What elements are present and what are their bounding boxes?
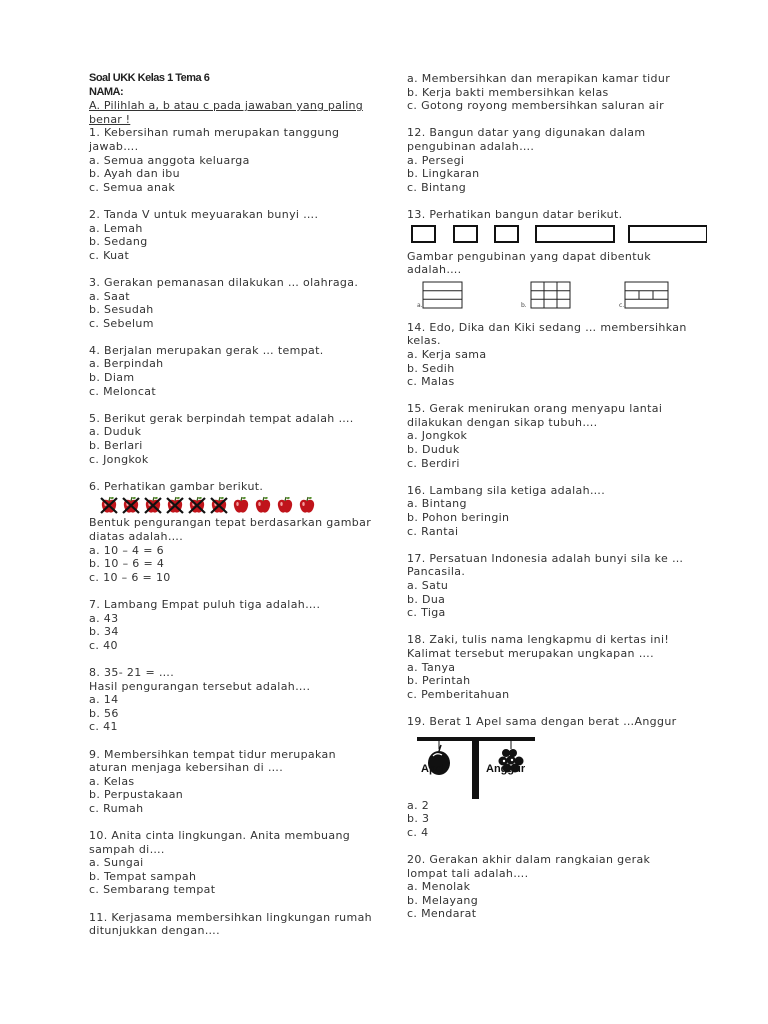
option-c: c. Jongkok [89,452,149,466]
question-text: kelas. [407,334,441,348]
option-b: b. 56 [89,706,119,720]
option-c: c. Bintang [407,180,467,194]
apple-icon [253,495,273,515]
option-c: c. Sembarang tempat [89,883,216,897]
question-text: sampah di…. [89,842,165,856]
question-text: 9. Membersihkan tempat tidur merupakan [89,747,336,761]
question-3 [89,276,371,330]
option-a: a. Membersihkan dan merapikan kamar tidur [407,72,671,85]
question-16 [407,484,707,538]
question-20 [407,853,707,921]
question-10 [89,829,371,897]
option-a: a. 43 [89,611,119,625]
question-text: Bentuk pengurangan tepat berdasarkan gambar [89,516,372,530]
tiling-label-c: c. [619,301,625,309]
tiling-b [531,282,570,308]
question-text: adalah…. [407,263,462,277]
option-c: c. Rumah [89,801,144,815]
option-a: a. Jongkok [407,429,468,443]
question-text: dilakukan dengan sikap tubuh…. [407,415,598,429]
option-c: c. Pemberitahuan [407,687,510,701]
option-b: b. Dua [407,592,446,606]
question-text: Kalimat tersebut merupakan ungkapan …. [407,646,654,660]
crossed-apple-icon [209,495,229,515]
question-text: 7. Lambang Empat puluh tiga adalah…. [89,597,321,611]
question-18 [407,633,707,701]
option-b: b. Sesudah [89,303,154,317]
flat-shapes-svg [407,222,707,250]
name-label: NAMA: [89,85,124,98]
crossed-apple-icon [187,495,207,515]
option-c: c. 4 [407,825,429,839]
option-a: a. Kelas [89,774,135,788]
crossed-apple-icon [99,495,119,515]
question-text: 11. Kerjasama membersihkan lingkungan rumah [89,910,372,924]
question-9 [89,748,371,816]
crossed-apple-icon [165,495,185,515]
tiling-svg [407,277,707,321]
tiling-label-a: a. [417,301,423,309]
question-8 [89,666,371,734]
square-shape [495,226,518,242]
option-a: a. Saat [89,289,130,303]
flat-shapes-figure [407,222,707,250]
option-a: a. Persegi [407,153,465,167]
option-c: c. 40 [89,638,118,652]
question-15 [407,402,707,470]
apple-icon [297,495,317,515]
question-text: pengubinan adalah…. [407,139,535,153]
option-c: c. Malas [407,375,455,389]
right-column [407,72,707,921]
option-c: c. Meloncat [89,384,157,398]
scale-pillar [472,737,479,799]
question-11-options [407,72,707,113]
option-a: a. 14 [89,693,119,707]
option-b: b. Duduk [407,443,460,457]
option-a: a. Sungai [89,856,144,870]
option-b: b. Sedih [407,361,455,375]
question-text: 19. Berat 1 Apel sama dengan berat …Anggur [407,714,677,728]
question-text: 6. Perhatikan gambar berikut. [89,479,264,493]
option-b: b. Lingkaran [407,167,480,181]
grape-label: Anggur [486,762,526,775]
question-text: 14. Edo, Dika dan Kiki sedang … membersihkan [407,320,687,334]
option-a: a. 10 – 4 = 6 [89,543,164,557]
question-text: 18. Zaki, tulis nama lengkapmu di kertas ini! [407,633,670,647]
question-text: ditunjukkan dengan…. [89,924,220,938]
rectangle-shape [536,226,614,242]
question-12 [407,126,707,194]
option-a: a. Duduk [89,425,142,439]
question-13 [407,208,707,321]
question-text: 13. Perhatikan bangun datar berikut. [407,207,623,221]
option-b: b. Sedang [89,235,148,249]
question-text: 4. Berjalan merupakan gerak … tempat. [89,343,324,357]
crossed-apple-icon [143,495,163,515]
question-text: aturan menjaga kebersihan di …. [89,761,284,775]
option-c: c. Kuat [89,248,130,262]
question-text: Gambar pengubinan yang dapat dibentuk [407,249,651,263]
option-c: c. Gotong royong membersihkan saluran air [407,99,665,113]
apples-figure [99,495,371,515]
option-b: b. 3 [407,812,430,826]
question-1 [89,126,371,194]
question-text: Hasil pengurangan tersebut adalah…. [89,679,311,693]
balance-scale-figure [407,729,707,799]
tiling-options-figure [407,277,707,321]
option-c: c. 10 – 6 = 10 [89,570,171,584]
option-c: c. Mendarat [407,907,477,921]
square-shape [454,226,477,242]
option-b: b. Tempat sampah [89,869,197,883]
question-6 [89,480,371,585]
option-a: a. Satu [407,579,449,592]
question-11 [89,911,371,938]
option-a: a. Lemah [89,221,143,235]
question-text: 8. 35- 21 = …. [89,665,175,679]
apple-label: Apel [421,762,445,775]
option-a: a. Menolak [407,880,471,894]
option-c: c. Tiga [407,606,446,620]
option-c: c. Berdiri [407,456,460,470]
option-c: c. Sebelum [89,316,154,330]
option-c: c. Semua anak [89,180,176,194]
option-b: b. Berlari [89,439,143,453]
option-a: a. Tanya [407,660,456,674]
instruction-line: A. Pilihlah a, b atau c pada jawaban yang paling [89,99,363,113]
option-a: a. Bintang [407,497,467,511]
question-text: 15. Gerak menirukan orang menyapu lantai [407,402,663,416]
question-19 [407,715,707,839]
question-7 [89,598,371,652]
question-2 [89,208,371,262]
option-a: a. Kerja sama [407,347,487,361]
tiling-a [423,282,462,308]
option-b: b. Diam [89,371,135,385]
option-b: b. 10 – 6 = 4 [89,557,165,571]
option-a: a. Semua anggota keluarga [89,153,250,167]
option-b: b. Melayang [407,893,479,907]
option-a: a. Berpindah [89,357,164,371]
option-b: b. Pohon beringin [407,511,510,525]
question-text: 3. Gerakan pemanasan dilakukan … olahraga. [89,275,359,289]
option-c: c. 41 [89,720,118,734]
question-text: 12. Bangun datar yang digunakan dalam [407,126,646,140]
left-column [89,72,371,938]
question-14 [407,321,707,389]
question-17 [407,552,707,620]
question-text: 10. Anita cinta lingkungan. Anita membuang [89,829,351,843]
apple-icon [275,495,295,515]
option-b: b. 34 [89,625,119,639]
apple-icon [231,495,251,515]
tiling-c [625,282,668,308]
question-5 [89,412,371,466]
question-text: 20. Gerakan akhir dalam rangkaian gerak [407,852,651,866]
instruction-line: benar ! [89,112,131,126]
question-text: 2. Tanda V untuk meyuarakan bunyi …. [89,207,319,221]
question-text: 5. Berikut gerak berpindah tempat adalah …. [89,411,354,425]
option-b: b. Perintah [407,674,471,688]
question-text: diatas adalah…. [89,530,184,543]
question-text: 16. Lambang sila ketiga adalah…. [407,483,606,497]
rectangle-shape [629,226,707,242]
option-b: b. Ayah dan ibu [89,167,180,181]
tiling-label-b: b. [521,301,527,309]
question-4 [89,344,371,398]
option-a: a. 2 [407,798,430,812]
question-text: lompat tali adalah…. [407,866,529,880]
square-shape [412,226,435,242]
option-c: c. Rantai [407,524,459,538]
worksheet-title: Soal UKK Kelas 1 Tema 6 [89,72,210,84]
crossed-apple-icon [121,495,141,515]
option-b: b. Perpustakaan [89,788,184,802]
option-b: b. Kerja bakti membersihkan kelas [407,85,609,99]
question-text: Pancasila. [407,565,466,579]
question-text: 17. Persatuan Indonesia adalah bunyi sila ke … [407,551,684,565]
question-text: 1. Kebersihan rumah merupakan tanggung [89,126,340,140]
question-text: jawab…. [89,139,139,153]
